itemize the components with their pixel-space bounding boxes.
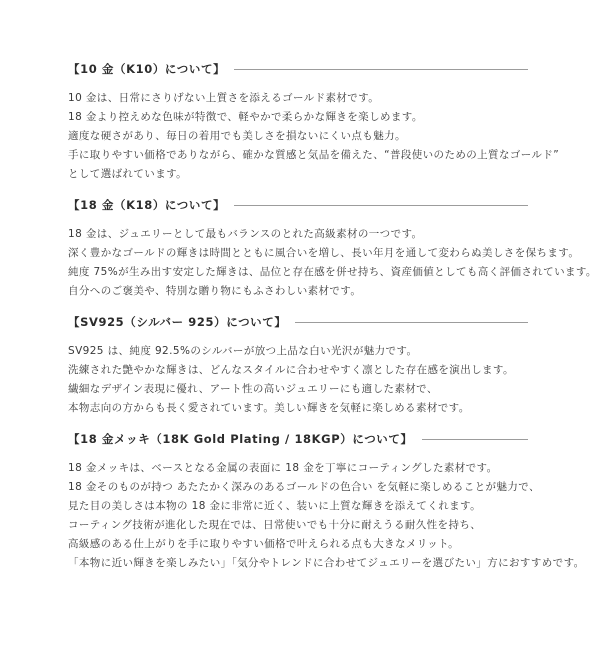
paragraph-line: 高級感のある仕上がりを手に取りやすい価格で叶えられる点も大きなメリット。 [68, 538, 460, 550]
paragraph-line: 繊細なデザイン表現に優れ、アート性の高いジュエリーにも適した素材で、 [68, 383, 438, 395]
section-header [68, 315, 534, 330]
paragraph-line: 手に取りやすい価格でありながら、確かな質感と気品を備えた、“普段使いのための上質なゴールド” [68, 149, 560, 161]
paragraph-line: 本物志向の方からも長く愛されています。美しい輝きを気軽に楽しめる素材です。 [68, 402, 470, 414]
paragraph-line: 純度 75%が生み出す安定した輝きは、品位と存在感を併せ持ち、資産価値としても高く評価されています。 [68, 266, 597, 278]
section-title: 【18 金メッキ（18K Gold Plating / 18KGP）について】 [68, 432, 413, 446]
section-divider [422, 439, 528, 440]
paragraph-line: 18 金そのものが持つ あたたかく深みのあるゴールドの色合い を気軽に楽しめることが魅力で、 [68, 481, 540, 493]
paragraph-line: として選ばれています。 [68, 168, 188, 180]
section-header [68, 432, 534, 447]
paragraph-line: 「本物に近い輝きを楽しみたい」「気分やトレンドに合わせてジュエリーを選びたい」方におすすめです。 [68, 557, 585, 569]
paragraph-line: 18 金より控えめな色味が特徴で、軽やかで柔らかな輝きを楽しめます。 [68, 111, 423, 123]
section-title: 【SV925（シルバー 925）について】 [68, 315, 287, 329]
paragraph-line: 18 金は、ジュエリーとして最もバランスのとれた高級素材の一つです。 [68, 228, 423, 240]
paragraph-line: SV925 は、純度 92.5%のシルバーが放つ上品な白い光沢が魅力です。 [68, 345, 418, 357]
section-body [68, 225, 597, 301]
section-divider [295, 322, 528, 323]
section-title: 【18 金（K18）について】 [68, 198, 226, 212]
paragraph-line: 18 金メッキは、ベースとなる金属の表面に 18 金を丁寧にコーティングした素材です。 [68, 462, 498, 474]
section-body [68, 342, 534, 418]
paragraph-line: コーティング技術が進化した現在では、日常使いでも十分に耐えうる耐久性を持ち、 [68, 519, 482, 531]
section-divider [234, 205, 528, 206]
paragraph-line: 自分へのご褒美や、特別な贈り物にもふさわしい素材です。 [68, 285, 362, 297]
section-divider [234, 69, 528, 70]
section-header [68, 62, 534, 77]
section-18kgp [68, 432, 585, 573]
section-body [68, 459, 585, 573]
section-title: 【10 金（K10）について】 [68, 62, 226, 76]
section-header [68, 198, 534, 213]
section-sv925 [68, 315, 534, 418]
paragraph-line: 10 金は、日常にさりげない上質さを添えるゴールド素材です。 [68, 92, 380, 104]
paragraph-line: 深く豊かなゴールドの輝きは時間とともに風合いを増し、長い年月を通して変わらぬ美しさを保ちます。 [68, 247, 580, 259]
paragraph-line: 見た目の美しさは本物の 18 金に非常に近く、装いに上質な輝きを添えてくれます。 [68, 500, 481, 512]
paragraph-line: 適度な硬さがあり、毎日の着用でも美しさを損ないにくい点も魅力。 [68, 130, 406, 142]
section-body [68, 89, 560, 184]
paragraph-line: 洗練された艶やかな輝きは、どんなスタイルに合わせやすく凛とした存在感を演出します。 [68, 364, 514, 376]
section-k10 [68, 62, 560, 184]
section-k18 [68, 198, 597, 301]
